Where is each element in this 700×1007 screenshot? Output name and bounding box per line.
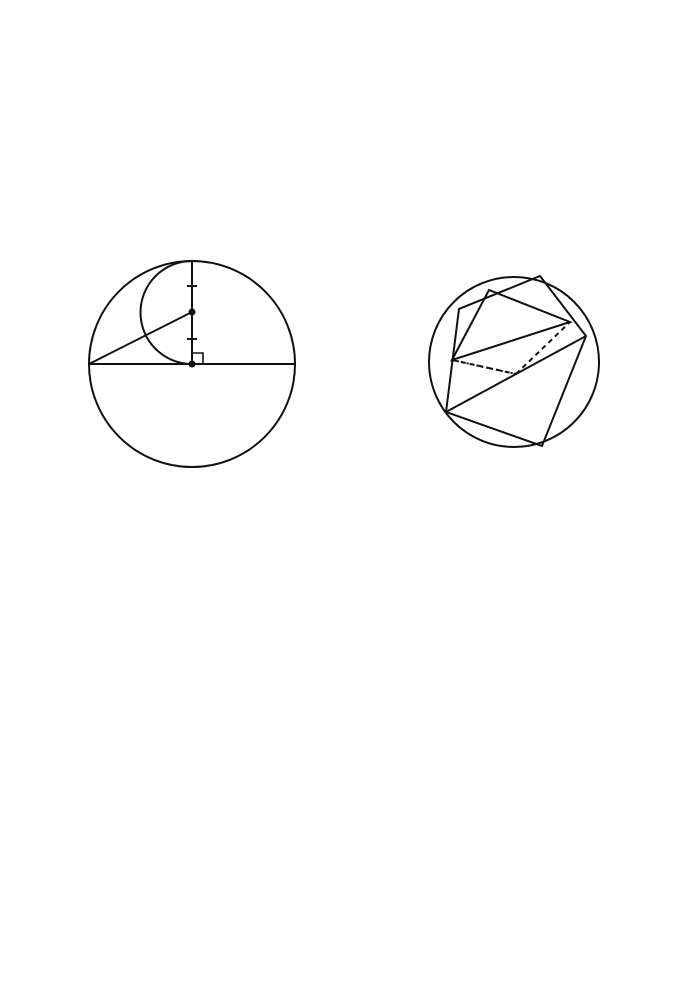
figures-area — [0, 236, 700, 526]
fig89-circumcircle — [429, 277, 599, 447]
fig88-point-o — [189, 361, 196, 368]
fig88-small-arc — [141, 261, 193, 364]
fig89-triangle-abc — [452, 290, 570, 360]
fig88-point-c — [189, 309, 196, 316]
figure-89 — [429, 276, 599, 447]
